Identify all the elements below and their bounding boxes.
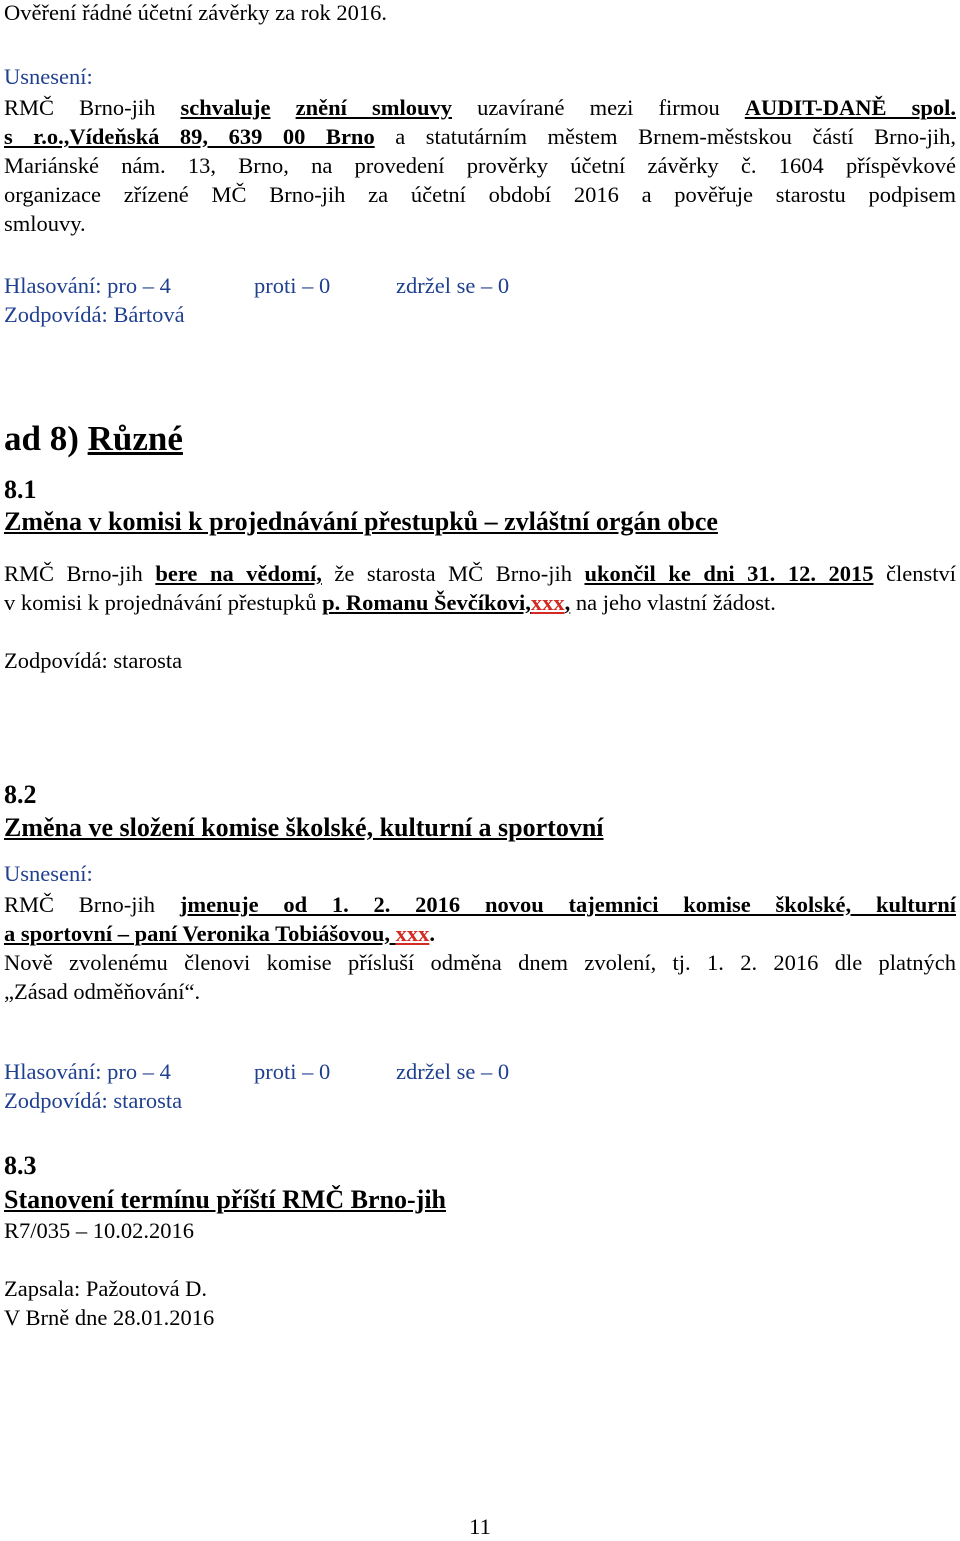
vote-for: Hlasování: pro – 4 [4,273,171,298]
item-number: 8.3 [4,1151,37,1180]
vote-for: Hlasování: pro – 4 [4,1059,171,1084]
responsible-person: Zodpovídá: starosta [4,648,183,673]
company-name: AUDIT-DANĚ spol. [744,95,956,120]
responsible-person: Zodpovídá: starosta [4,1088,183,1113]
redacted-text: xxx [530,590,565,615]
item-number: 8.1 [4,475,37,504]
item-text-line: Nově zvolenému členovi komise přísluší odměna dnem zvolení, tj. 1. 2. 2016 dle platných [4,950,956,975]
previous-item-title: Ověření řádné účetní závěrky za rok 2016. [4,0,387,25]
redacted-text: xxx [395,921,430,946]
vote-abstain: zdržel se – 0 [396,1059,510,1084]
responsible-person: Zodpovídá: Bártová [4,302,185,327]
ended-date-keyword: ukončil ke dni 31. 12. 2015 [584,561,874,586]
item-number: 8.2 [4,780,37,809]
page-number: 11 [469,1514,491,1539]
item-text-line: RMČ Brno-jih jmenuje od 1. 2. 2016 novou tajemnici komise školské, kulturní [4,892,956,917]
item-title: Stanovení termínu příští RMČ Brno-jih [4,1185,446,1214]
appointee-name: a sportovní – paní Veronika Tobiášovou, [4,921,396,946]
vote-against: proti – 0 [254,1059,331,1084]
item-text-line: RMČ Brno-jih bere na vědomí, že starosta MČ Brno-jih ukončil ke dni 31. 12. 2015 členství [4,561,957,586]
resolution-label: Usnesení: [4,861,93,886]
item-text-line: v komisi k projednávání přestupků p. Romanu Ševčíkovi,xxx, na jeho vlastní žádost. [4,590,776,615]
vote-line [4,1057,956,1086]
meeting-date: R7/035 – 10.02.2016 [4,1218,195,1243]
appoint-keyword: jmenuje od 1. 2. 2016 novou tajemnici komise školské, kulturní [179,892,956,917]
resolution-text-line: organizace zřízené MČ Brno-jih za účetní období 2016 a pověřuje starostu podpisem [4,182,956,207]
recorder: Zapsala: Pažoutová D. [4,1276,208,1301]
acknowledge-keyword: bere na vědomí, [155,561,322,586]
item-title: Změna v komisi k projednávání přestupků – zvláštní orgán obce [4,507,718,536]
item-title: Změna ve složení komise školské, kulturní a sportovní [4,813,604,842]
resolution-text-line: Mariánské nám. 13, Brno, na provedení prověrky účetní závěrky č. 1604 příspěvkové [4,153,956,178]
item-text-line: „Zásad odměňování“. [4,979,201,1004]
contract-wording-keyword: znění smlouvy [295,95,452,120]
resolution-text-line: s r.o.,Vídeňská 89, 639 00 Brno a statutárním městem Brnem-městskou částí Brno-jih, [4,124,957,149]
section-title: Různé [87,419,183,458]
resolution-label: Usnesení: [4,64,93,89]
resolution-text-line: RMČ Brno-jih schvaluje znění smlouvy uzavírané mezi firmou AUDIT-DANĚ spol. [4,95,956,120]
section-heading: ad 8) Různé [4,419,183,458]
company-address: s r.o.,Vídeňská 89, 639 00 Brno [4,124,375,149]
place-date: V Brně dne 28.01.2016 [4,1305,215,1330]
approve-keyword: schvaluje [180,95,271,120]
resolution-text-line: smlouvy. [4,211,86,236]
vote-line [4,271,956,300]
vote-against: proti – 0 [254,273,331,298]
person-name: p. Romanu Ševčíkovi, [322,590,531,615]
item-text-line: a sportovní – paní Veronika Tobiášovou, xxx. [4,921,435,946]
vote-abstain: zdržel se – 0 [396,273,510,298]
